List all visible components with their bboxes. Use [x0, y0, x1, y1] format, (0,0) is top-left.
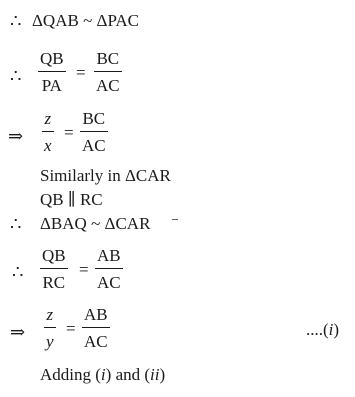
similarity-statement-2: ΔBAQ ~ ΔCAR	[40, 214, 151, 233]
similarity-statement-1: ΔQAB ~ ΔPAC	[32, 11, 139, 30]
numerator: QB	[40, 49, 64, 68]
fraction-bar	[95, 268, 123, 269]
denominator: AC	[97, 273, 121, 293]
adding-text: Adding (i) and (ii)	[40, 365, 166, 384]
equals-sign: =	[66, 319, 76, 338]
fraction-ab-ac	[95, 247, 123, 291]
fraction-bar	[80, 131, 108, 132]
numerator: BC	[96, 49, 120, 68]
stray-mark	[172, 219, 178, 220]
equals-sign: =	[76, 63, 86, 82]
denominator: x	[44, 136, 52, 156]
therefore-symbol: ∴	[10, 11, 22, 31]
parallel-statement: QB ∥ RC	[40, 190, 103, 209]
fraction-qb-rc	[40, 247, 68, 291]
fraction-bar	[82, 327, 110, 328]
denominator: y	[46, 332, 54, 352]
numerator: BC	[82, 109, 106, 128]
fraction-bar	[40, 268, 68, 269]
fraction-ab-ac	[82, 306, 110, 350]
therefore-symbol: ∴	[10, 214, 22, 234]
fraction-bar	[42, 131, 54, 132]
equals-sign: =	[79, 260, 89, 279]
denominator: AC	[82, 136, 106, 156]
numerator: QB	[42, 246, 66, 265]
denominator: PA	[41, 76, 62, 96]
numerator: z	[46, 305, 54, 324]
denominator: AC	[96, 76, 120, 96]
fraction-z-x	[42, 110, 54, 154]
similarly-text: Similarly in ΔCAR	[40, 166, 171, 185]
denominator: RC	[42, 273, 66, 293]
fraction-bc-ac	[94, 50, 122, 94]
numerator: z	[44, 109, 52, 128]
equals-sign: =	[64, 123, 74, 142]
fraction-bar	[38, 71, 66, 72]
denominator: AC	[84, 332, 108, 352]
therefore-symbol: ∴	[10, 66, 22, 86]
therefore-symbol: ∴	[12, 262, 24, 282]
implies-symbol: ⇒	[8, 126, 24, 146]
fraction-bar	[94, 71, 122, 72]
equation-label-i: ....(i)	[306, 320, 340, 339]
implies-symbol: ⇒	[10, 322, 26, 342]
numerator: AB	[84, 305, 108, 324]
fraction-bar	[44, 327, 56, 328]
fraction-qb-pa	[38, 50, 66, 94]
fraction-bc-ac	[80, 110, 108, 154]
numerator: AB	[97, 246, 121, 265]
fraction-z-y	[44, 306, 56, 350]
